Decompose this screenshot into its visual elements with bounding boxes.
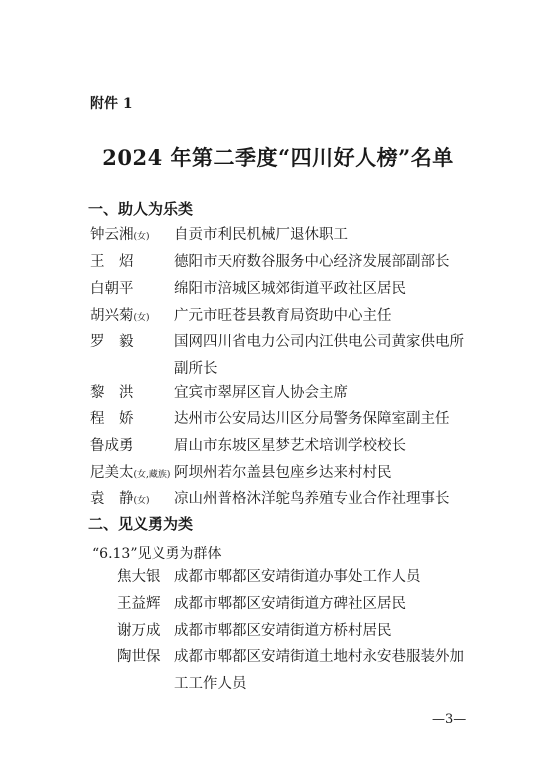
person-name: 黎 洪 — [90, 385, 134, 401]
person-name: 胡兴菊(女) — [90, 308, 150, 324]
person-description: 凉山州普格沐洋鸵鸟养殖专业合作社理事长 — [174, 491, 450, 507]
page-number: —3— — [432, 712, 467, 727]
document-title: 2024 年第二季度“四川好人榜”名单 — [102, 145, 454, 170]
person-name: 陶世保 — [117, 649, 161, 665]
person-name: 王益辉 — [117, 596, 161, 612]
section-heading-helpers: 一、助人为乐类 — [88, 200, 194, 218]
person-name: 程 娇 — [90, 411, 134, 427]
person-name: 白朝平 — [90, 281, 134, 297]
section-heading-bravery: 二、见义勇为类 — [88, 515, 194, 533]
attachment-label: 附件 1 — [90, 96, 133, 112]
person-description: 广元市旺苍县教育局资助中心主任 — [174, 308, 392, 324]
person-description: 德阳市天府数谷服务中心经济发展部副部长 — [174, 254, 450, 270]
person-description: 眉山市东坡区星梦艺术培训学校校长 — [174, 438, 406, 454]
person-name: 鲁成勇 — [90, 438, 134, 454]
person-description: 成都市郫都区安靖街道办事处工作人员 — [174, 569, 421, 585]
group-title: “6.13”见义勇为群体 — [92, 546, 222, 562]
person-name: 谢万成 — [117, 623, 161, 639]
person-description: 成都市郫都区安靖街道方碑社区居民 — [174, 596, 406, 612]
person-description: 绵阳市涪城区城郊街道平政社区居民 — [174, 281, 406, 297]
person-description: 成都市郫都区安靖街道土地村永安巷服装外加工工作人员 — [174, 649, 464, 692]
person-name: 袁 静(女) — [90, 491, 150, 507]
person-description: 阿坝州若尔盖县包座乡达来村村民 — [174, 465, 392, 481]
person-name: 王 炤 — [90, 254, 134, 270]
person-description: 自贡市利民机械厂退休职工 — [174, 227, 348, 243]
person-description: 国网四川省电力公司内江供电公司黄家供电所副所长 — [174, 334, 464, 377]
person-description: 宜宾市翠屏区盲人协会主席 — [174, 385, 348, 401]
person-name: 尼美太(女,藏族) — [90, 465, 171, 481]
person-name: 焦大银 — [117, 569, 161, 585]
person-description: 成都市郫都区安靖街道方桥村居民 — [174, 623, 392, 639]
person-name: 罗 毅 — [90, 334, 134, 350]
person-description: 达州市公安局达川区分局警务保障室副主任 — [174, 411, 450, 427]
person-name: 钟云湘(女) — [90, 227, 150, 243]
